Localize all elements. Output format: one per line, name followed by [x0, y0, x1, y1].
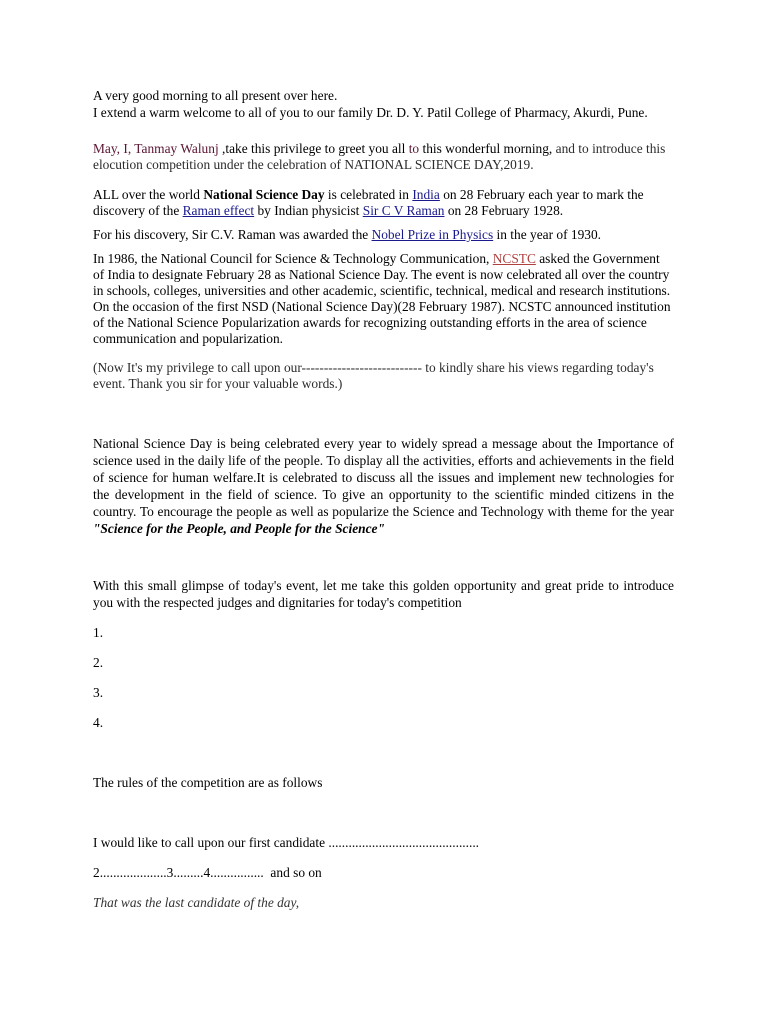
nsd-paragraph: [93, 187, 674, 219]
welcome-paragraph: I extend a warm welcome to all of you to our family Dr. D. Y. Patil College of Pharmacy, Akurdi, Pune.: [93, 105, 648, 120]
ncstc-link[interactable]: NCSTC: [492, 251, 536, 266]
importance-text: National Science Day is being celebrated every year to widely spread a message about the Importance of science used in the daily life of the people. To display all the activities, efforts and achievements in the field of science for human welfare.It is celebrated to discuss all the issues and implement new technologies for the development in the field of science. To give an opportunity to the scientific minded citizens in the country. To encourage the people as well as popularize the Science and Technology with theme for the year: [93, 436, 674, 519]
intro-text-1: ,take this privilege to greet you all: [218, 141, 409, 156]
judge-item-4: 4.: [93, 715, 104, 730]
nobel-prize-link[interactable]: Nobel Prize in Physics: [371, 227, 494, 242]
india-link[interactable]: India: [412, 187, 440, 202]
judge-item-2: 2.: [93, 655, 104, 670]
raman-effect-link[interactable]: Raman effect: [182, 203, 255, 218]
ncstc-text-a: In 1986, the National Council for Science & Technology Communication,: [93, 251, 493, 266]
introduction-paragraph: [93, 141, 674, 173]
theme-text: "Science for the People, and People for the Science": [93, 521, 385, 536]
nobel-text-a: For his discovery, Sir C.V. Raman was awarded the: [93, 227, 372, 242]
intro-text-3: and to introduce this elocution competition under the celebration of NATIONAL SCIENCE DAY,2019.: [93, 141, 666, 172]
greeting-line: A very good morning to all present over here.: [93, 88, 338, 103]
nobel-paragraph: [93, 227, 674, 243]
nsd-text-b: is celebrated in: [324, 187, 413, 202]
judge-item-1: 1.: [93, 625, 104, 640]
nsd-text-a: ALL over the world: [93, 187, 204, 202]
glimpse-paragraph: With this small glimpse of today's event, let me take this golden opportunity and great pride to introduce you with the respected judges and dignitaries for today's competition: [93, 578, 674, 610]
importance-paragraph: [93, 435, 674, 537]
closing-line: That was the last candidate of the day,: [93, 895, 300, 910]
nsd-text-c: on 28 February each year to mark the discovery of the: [93, 187, 644, 218]
cv-raman-link[interactable]: Sir C V Raman: [362, 203, 445, 218]
nobel-text-b: in the year of 1930.: [493, 227, 602, 242]
nsd-bold-title: National Science Day: [203, 187, 325, 202]
nsd-text-e: on 28 February 1928.: [444, 203, 564, 218]
speaker-name: May, I, Tanmay Walunj: [93, 141, 219, 156]
intro-to-word: to: [408, 141, 420, 156]
candidate-sequence-line: 2....................3.........4................ and so on: [93, 865, 322, 880]
call-upon-paragraph: (Now It's my privilege to call upon our--------------------------- to kindly share his views regarding today's event. Thank you sir for your valuable words.): [93, 360, 654, 391]
intro-text-2: this wonderful morning,: [419, 141, 553, 156]
rules-line: The rules of the competition are as follows: [93, 775, 323, 790]
nsd-text-d: by Indian physicist: [254, 203, 363, 218]
ncstc-text-b: asked the Government of India to designate February 28 as National Science Day. The event is now celebrated all over the country in schools, colleges, universities and other academic, scientific, technical, medical and research institutions. On the occasion of the first NSD (National Science Day)(28 February 1987). NCSTC announced institution of the National Science Popularization awards for recognizing outstanding efforts in the area of science communication and popularization.: [93, 251, 671, 346]
first-candidate-line: I would like to call upon our first candidate .............................................: [93, 835, 480, 850]
ncstc-paragraph: [93, 251, 674, 347]
judge-item-3: 3.: [93, 685, 104, 700]
